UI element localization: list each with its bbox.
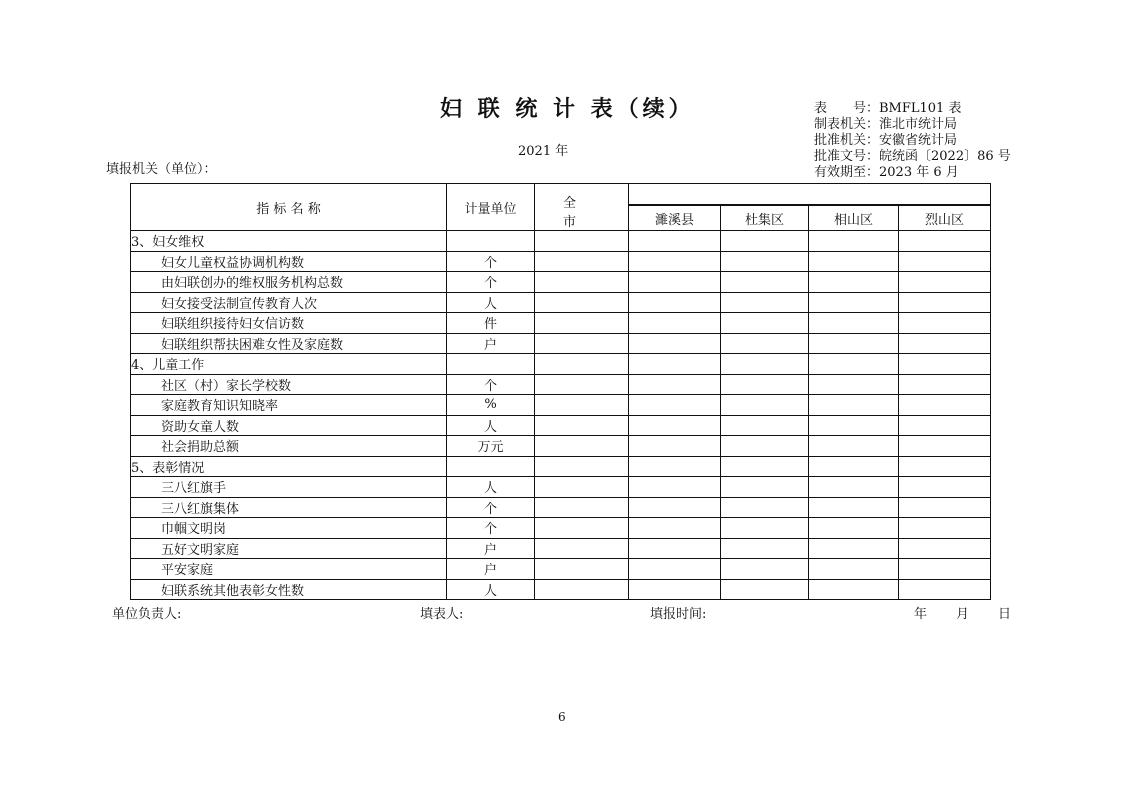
table-row [131, 538, 991, 559]
form-metadata [814, 101, 1011, 181]
duji-value-cell[interactable] [721, 354, 809, 375]
indicator-name: 妇联系统其他表彰女性数 [131, 579, 447, 600]
suixi-value-cell[interactable] [629, 231, 721, 252]
section-heading: 3、妇女维权 [131, 231, 447, 252]
xiangshan-value-cell[interactable] [809, 415, 899, 436]
suixi-value-cell[interactable] [629, 538, 721, 559]
unit-cell: 个 [447, 272, 535, 293]
indicator-name: 妇联组织帮扶困难女性及家庭数 [131, 333, 447, 354]
suixi-value-cell[interactable] [629, 292, 721, 313]
table-row [131, 477, 991, 498]
lieshan-value-cell[interactable] [899, 251, 991, 272]
duji-value-cell[interactable] [721, 415, 809, 436]
lieshan-value-cell[interactable] [899, 538, 991, 559]
suixi-value-cell[interactable] [629, 518, 721, 539]
xiangshan-value-cell[interactable] [809, 272, 899, 293]
duji-value-cell[interactable] [721, 395, 809, 416]
city-value-cell[interactable] [535, 518, 629, 539]
duji-value-cell[interactable] [721, 559, 809, 580]
xiangshan-value-cell[interactable] [809, 374, 899, 395]
indicator-name: 五好文明家庭 [131, 538, 447, 559]
unit-cell: 万元 [447, 436, 535, 457]
table-row [131, 497, 991, 518]
city-value-cell[interactable] [535, 559, 629, 580]
table-row [131, 395, 991, 416]
footer-year: 年 [914, 607, 928, 622]
page-title: 妇 联 统 计 表（续） [440, 96, 695, 122]
xiangshan-value-cell[interactable] [809, 231, 899, 252]
header-district-lieshan: 烈山区 [899, 205, 991, 230]
lieshan-value-cell[interactable] [899, 477, 991, 498]
indicator-name: 妇女接受法制宣传教育人次 [131, 292, 447, 313]
indicator-name: 资助女童人数 [131, 415, 447, 436]
duji-value-cell[interactable] [721, 333, 809, 354]
suixi-value-cell[interactable] [629, 477, 721, 498]
header-unit: 计量单位 [447, 184, 535, 231]
unit-cell: 个 [447, 374, 535, 395]
duji-value-cell[interactable] [721, 313, 809, 334]
city-value-cell[interactable] [535, 292, 629, 313]
lieshan-value-cell[interactable] [899, 518, 991, 539]
footer-day: 日 [998, 607, 1012, 622]
table-body [131, 231, 991, 600]
table-row [131, 231, 991, 252]
footer-month: 月 [956, 607, 970, 622]
city-value-cell[interactable] [535, 354, 629, 375]
city-value-cell[interactable] [535, 477, 629, 498]
unit-cell: 人 [447, 415, 535, 436]
table-row [131, 292, 991, 313]
duji-value-cell[interactable] [721, 231, 809, 252]
xiangshan-value-cell[interactable] [809, 354, 899, 375]
duji-value-cell[interactable] [721, 579, 809, 600]
xiangshan-value-cell[interactable] [809, 579, 899, 600]
lieshan-value-cell[interactable] [899, 579, 991, 600]
header-indicator: 指 标 名 称 [131, 184, 447, 231]
meta-approver: 批准机关：安徽省统计局 [814, 133, 958, 148]
xiangshan-value-cell[interactable] [809, 436, 899, 457]
lieshan-value-cell[interactable] [899, 559, 991, 580]
table-row [131, 456, 991, 477]
duji-value-cell[interactable] [721, 477, 809, 498]
header-district-duji: 杜集区 [721, 205, 809, 230]
city-value-cell[interactable] [535, 272, 629, 293]
page-number: 6 [558, 710, 566, 724]
suixi-value-cell[interactable] [629, 497, 721, 518]
indicator-name: 社会捐助总额 [131, 436, 447, 457]
unit-cell: 户 [447, 559, 535, 580]
unit-cell: 件 [447, 313, 535, 334]
unit-cell [447, 354, 535, 375]
indicator-name: 社区（村）家长学校数 [131, 374, 447, 395]
lieshan-value-cell[interactable] [899, 354, 991, 375]
unit-cell: 个 [447, 518, 535, 539]
unit-cell: 人 [447, 477, 535, 498]
duji-value-cell[interactable] [721, 251, 809, 272]
footer-time: 填报时间: [650, 607, 707, 622]
duji-value-cell[interactable] [721, 436, 809, 457]
lieshan-value-cell[interactable] [899, 456, 991, 477]
city-value-cell[interactable] [535, 579, 629, 600]
statistics-table [130, 183, 991, 600]
suixi-value-cell[interactable] [629, 436, 721, 457]
unit-cell [447, 231, 535, 252]
unit-cell: 户 [447, 538, 535, 559]
header-district-suixi: 濉溪县 [629, 205, 721, 230]
unit-cell: 个 [447, 497, 535, 518]
meta-approval-doc: 批准文号：皖统函〔2022〕86 号 [814, 149, 1011, 164]
indicator-name: 三八红旗集体 [131, 497, 447, 518]
unit-cell: 个 [447, 251, 535, 272]
xiangshan-value-cell[interactable] [809, 456, 899, 477]
city-value-cell[interactable] [535, 497, 629, 518]
duji-value-cell[interactable] [721, 374, 809, 395]
indicator-name: 由妇联创办的维权服务机构总数 [131, 272, 447, 293]
indicator-name: 妇联组织接待妇女信访数 [131, 313, 447, 334]
indicator-name: 家庭教育知识知晓率 [131, 395, 447, 416]
footer-preparer: 填表人: [420, 607, 464, 622]
city-value-cell[interactable] [535, 415, 629, 436]
indicator-name: 妇女儿童权益协调机构数 [131, 251, 447, 272]
city-value-cell[interactable] [535, 333, 629, 354]
city-value-cell[interactable] [535, 231, 629, 252]
duji-value-cell[interactable] [721, 292, 809, 313]
xiangshan-value-cell[interactable] [809, 251, 899, 272]
suixi-value-cell[interactable] [629, 395, 721, 416]
header-city: 全 市 [535, 184, 629, 231]
suixi-value-cell[interactable] [629, 374, 721, 395]
duji-value-cell[interactable] [721, 497, 809, 518]
footer-responsible: 单位负责人: [112, 607, 182, 622]
lieshan-value-cell[interactable] [899, 292, 991, 313]
table-row [131, 518, 991, 539]
table-row [131, 313, 991, 334]
meta-issuer: 制表机关：淮北市统计局 [814, 117, 958, 132]
unit-cell: 人 [447, 579, 535, 600]
city-value-cell[interactable] [535, 395, 629, 416]
xiangshan-value-cell[interactable] [809, 292, 899, 313]
xiangshan-value-cell[interactable] [809, 395, 899, 416]
table-row [131, 333, 991, 354]
meta-valid-until: 有效期至：2023 年 6 月 [814, 165, 959, 180]
xiangshan-value-cell[interactable] [809, 333, 899, 354]
table-row [131, 272, 991, 293]
filler-label: 填报机关（单位）： [106, 162, 217, 177]
duji-value-cell[interactable] [721, 456, 809, 477]
city-value-cell[interactable] [535, 374, 629, 395]
lieshan-value-cell[interactable] [899, 313, 991, 334]
unit-cell: 户 [447, 333, 535, 354]
table-row [131, 251, 991, 272]
lieshan-value-cell[interactable] [899, 395, 991, 416]
indicator-name: 巾帼文明岗 [131, 518, 447, 539]
lieshan-value-cell[interactable] [899, 374, 991, 395]
suixi-value-cell[interactable] [629, 354, 721, 375]
suixi-value-cell[interactable] [629, 559, 721, 580]
suixi-value-cell[interactable] [629, 251, 721, 272]
lieshan-value-cell[interactable] [899, 231, 991, 252]
table-row [131, 436, 991, 457]
city-value-cell[interactable] [535, 538, 629, 559]
table-row [131, 374, 991, 395]
unit-cell: % [447, 395, 535, 416]
city-value-cell[interactable] [535, 436, 629, 457]
indicator-name: 平安家庭 [131, 559, 447, 580]
xiangshan-value-cell[interactable] [809, 497, 899, 518]
suixi-value-cell[interactable] [629, 272, 721, 293]
city-value-cell[interactable] [535, 313, 629, 334]
header-district-xiangshan: 相山区 [809, 205, 899, 230]
lieshan-value-cell[interactable] [899, 497, 991, 518]
duji-value-cell[interactable] [721, 538, 809, 559]
lieshan-value-cell[interactable] [899, 272, 991, 293]
unit-cell: 人 [447, 292, 535, 313]
xiangshan-value-cell[interactable] [809, 313, 899, 334]
table-row [131, 415, 991, 436]
suixi-value-cell[interactable] [629, 415, 721, 436]
lieshan-value-cell[interactable] [899, 333, 991, 354]
header-district-group [629, 184, 991, 206]
lieshan-value-cell[interactable] [899, 436, 991, 457]
table-row [131, 559, 991, 580]
table-row [131, 354, 991, 375]
section-heading: 4、儿童工作 [131, 354, 447, 375]
lieshan-value-cell[interactable] [899, 415, 991, 436]
xiangshan-value-cell[interactable] [809, 538, 899, 559]
table-row [131, 579, 991, 600]
suixi-value-cell[interactable] [629, 456, 721, 477]
xiangshan-value-cell[interactable] [809, 559, 899, 580]
report-year: 2021 年 [518, 144, 569, 159]
suixi-value-cell[interactable] [629, 333, 721, 354]
meta-form-number: 表 号：BMFL101 表 [814, 101, 962, 116]
indicator-name: 三八红旗手 [131, 477, 447, 498]
suixi-value-cell[interactable] [629, 579, 721, 600]
xiangshan-value-cell[interactable] [809, 518, 899, 539]
suixi-value-cell[interactable] [629, 313, 721, 334]
xiangshan-value-cell[interactable] [809, 477, 899, 498]
city-value-cell[interactable] [535, 251, 629, 272]
duji-value-cell[interactable] [721, 518, 809, 539]
section-heading: 5、表彰情况 [131, 456, 447, 477]
city-value-cell[interactable] [535, 456, 629, 477]
unit-cell [447, 456, 535, 477]
duji-value-cell[interactable] [721, 272, 809, 293]
